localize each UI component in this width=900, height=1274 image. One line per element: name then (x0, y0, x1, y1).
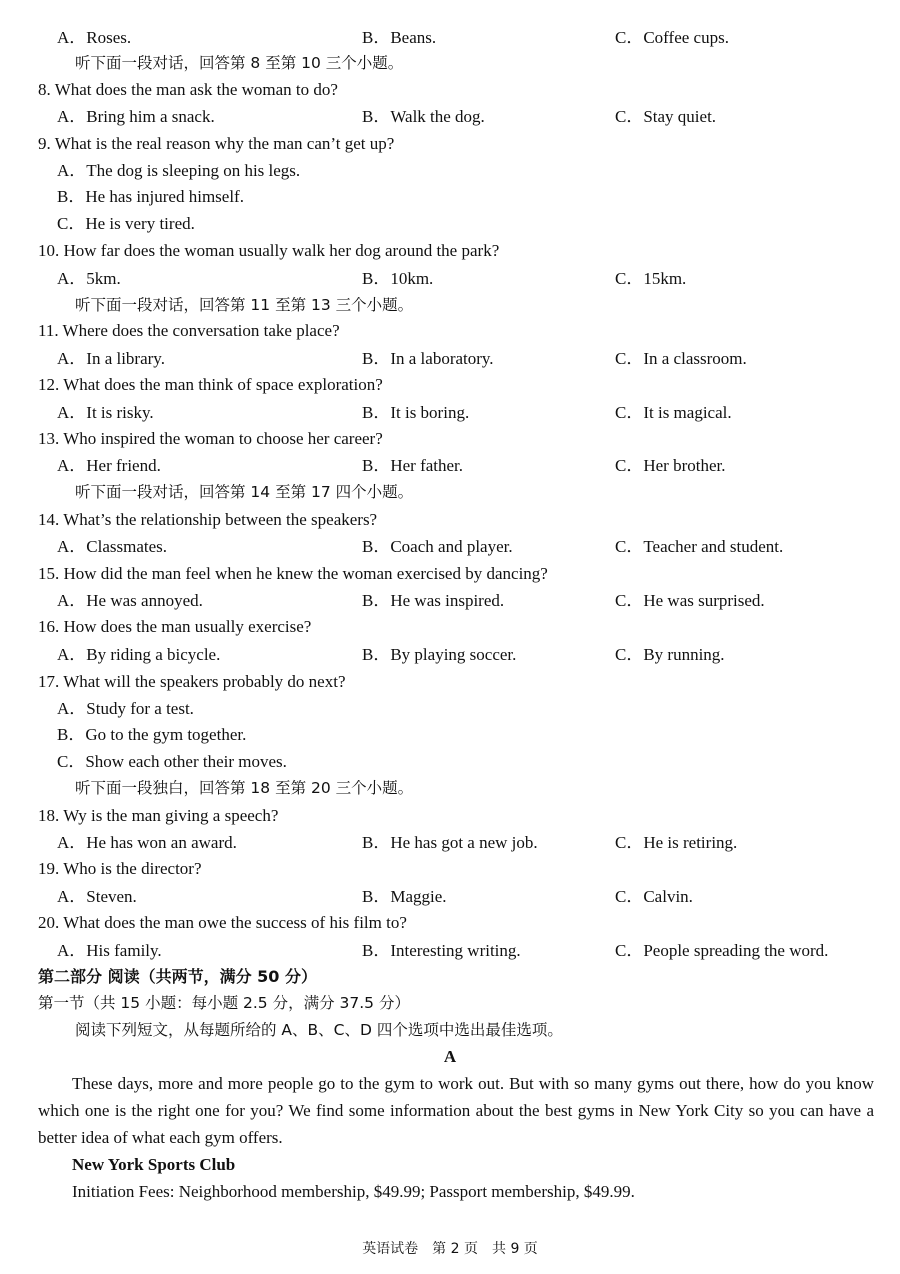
q12-options (0, 402, 900, 424)
directions-8-10: 听下面一段对话，回答第 8 至第 10 三个小题。 (75, 54, 404, 72)
option-b: B．In a laboratory. (362, 349, 494, 368)
question-16: 16. How does the man usually exercise? (38, 617, 312, 636)
question-11: 11. Where does the conversation take place? (38, 321, 340, 340)
option-b: B．Maggie. (362, 887, 447, 906)
q17-option-b: B．Go to the gym together. (57, 725, 247, 744)
option-c: C．People spreading the word. (615, 941, 829, 960)
option-a: A．Her friend. (57, 456, 161, 475)
option-b: B．By playing soccer. (362, 645, 517, 664)
question-20: 20. What does the man owe the success of his film to? (38, 913, 407, 932)
option-b: B．He has got a new job. (362, 833, 538, 852)
option-a: A．He was annoyed. (57, 591, 203, 610)
option-b: B．Her father. (362, 456, 464, 475)
option-c: C．By running. (615, 645, 725, 664)
option-a: A．Classmates. (57, 537, 168, 556)
q15-options (0, 590, 900, 612)
option-a: A．His family. (57, 941, 162, 960)
section-one-heading: 第一节（共 15 小题：每小题 2.5 分，满分 37.5 分） (38, 994, 410, 1012)
option-a: A．In a library. (57, 349, 165, 368)
club-name: New York Sports Club (72, 1155, 236, 1174)
option-a: A．By riding a bicycle. (57, 645, 221, 664)
option-b: B．He was inspired. (362, 591, 505, 610)
option-b: B．10km. (362, 269, 434, 288)
option-c: C．He is retiring. (615, 833, 738, 852)
question-17: 17. What will the speakers probably do next? (38, 672, 346, 691)
option-a: A．Roses. (57, 28, 132, 47)
q9-option-a: A．The dog is sleeping on his legs. (57, 161, 301, 180)
passage-intro: These days, more and more people go to the gym to work out. But with so many gyms out there, how do you know which one is the right one for you? We find some information about the best gyms in New York City so you can have a better idea of what each gym offers. (38, 1074, 874, 1147)
directions-14-17: 听下面一段对话，回答第 14 至第 17 四个小题。 (75, 483, 414, 501)
question-10: 10. How far does the woman usually walk her dog around the park? (38, 241, 500, 260)
q9-option-c: C．He is very tired. (57, 214, 195, 233)
page-footer: 英语试卷 第 2 页 共 9 页 (362, 1241, 538, 1257)
option-c: C．In a classroom. (615, 349, 747, 368)
option-c: C．Teacher and student. (615, 537, 784, 556)
q9-option-b: B．He has injured himself. (57, 187, 244, 206)
option-c: C．Stay quiet. (615, 107, 717, 126)
question-18: 18. Wy is the man giving a speech? (38, 806, 279, 825)
q14-options (0, 536, 900, 558)
q13-options (0, 455, 900, 477)
directions-11-13: 听下面一段对话，回答第 11 至第 13 三个小题。 (75, 296, 414, 314)
q11-options (0, 348, 900, 370)
option-a: A．5km. (57, 269, 121, 288)
option-b: B．It is boring. (362, 403, 470, 422)
question-13: 13. Who inspired the woman to choose her career? (38, 429, 383, 448)
option-c: C．15km. (615, 269, 687, 288)
q18-options (0, 832, 900, 854)
part-two-heading: 第二部分 阅读（共两节，满分 50 分） (38, 967, 317, 986)
option-c: C．It is magical. (615, 403, 732, 422)
q7-options (0, 27, 900, 49)
option-c: C．Her brother. (615, 456, 726, 475)
question-14: 14. What’s the relationship between the speakers? (38, 510, 378, 529)
question-15: 15. How did the man feel when he knew the woman exercised by dancing? (38, 564, 548, 583)
option-c: C．Calvin. (615, 887, 693, 906)
option-a: A．Steven. (57, 887, 137, 906)
option-a: A．It is risky. (57, 403, 154, 422)
q16-options (0, 644, 900, 666)
option-b: B．Coach and player. (362, 537, 513, 556)
directions-18-20: 听下面一段独白，回答第 18 至第 20 三个小题。 (75, 779, 414, 797)
option-b: B．Beans. (362, 28, 437, 47)
q10-options (0, 268, 900, 290)
option-a: A．Bring him a snack. (57, 107, 215, 126)
option-a: A．He has won an award. (57, 833, 237, 852)
q17-option-c: C．Show each other their moves. (57, 752, 287, 771)
option-b: B．Walk the dog. (362, 107, 485, 126)
reading-directions: 阅读下列短文，从每题所给的 A、B、C、D 四个选项中选出最佳选项。 (75, 1021, 563, 1039)
question-9: 9. What is the real reason why the man can’t get up? (38, 134, 395, 153)
q20-options (0, 940, 900, 962)
question-12: 12. What does the man think of space exploration? (38, 375, 383, 394)
option-b: B．Interesting writing. (362, 941, 521, 960)
question-8: 8. What does the man ask the woman to do? (38, 80, 338, 99)
passage-label: A (443, 1047, 457, 1066)
q8-options (0, 106, 900, 128)
q19-options (0, 886, 900, 908)
club-fees: Initiation Fees: Neighborhood membership, $49.99; Passport membership, $49.99. (72, 1182, 635, 1201)
option-c: C．Coffee cups. (615, 28, 729, 47)
question-19: 19. Who is the director? (38, 859, 202, 878)
q17-option-a: A．Study for a test. (57, 699, 194, 718)
option-c: C．He was surprised. (615, 591, 765, 610)
